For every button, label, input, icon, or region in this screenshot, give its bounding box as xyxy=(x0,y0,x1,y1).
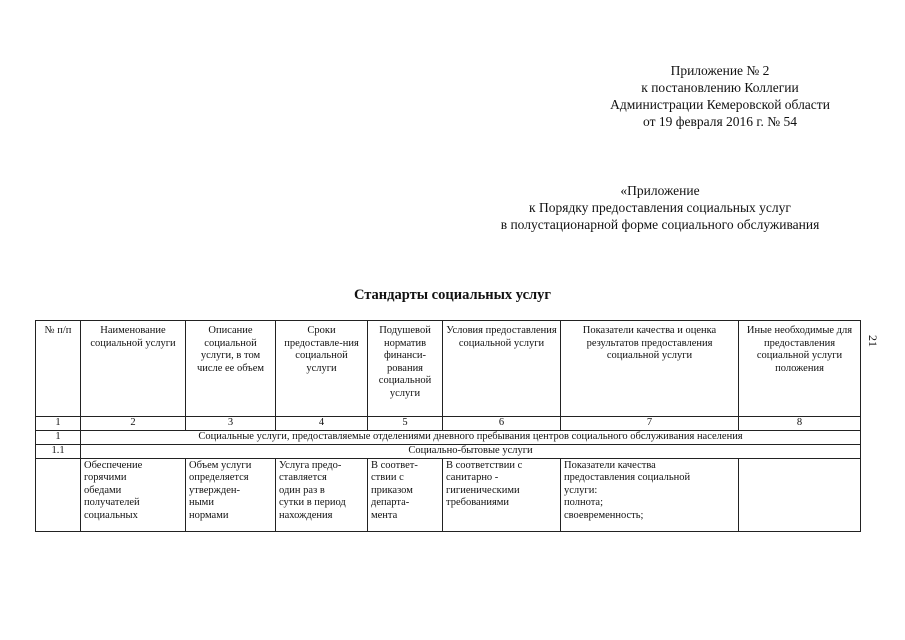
column-number-row xyxy=(36,417,861,431)
column-number: 5 xyxy=(368,417,443,431)
column-number: 2 xyxy=(81,417,186,431)
subsection-number: 1.1 xyxy=(36,444,81,458)
column-number: 4 xyxy=(276,417,368,431)
row-terms: Услуга предо- ставляется один раз в сутки в период нахождения xyxy=(276,458,368,531)
order-note-block xyxy=(460,182,860,233)
row-description: Объем услуги определяется утвержден- ными нормами xyxy=(186,458,276,531)
header-other: Иные необходимые для предоставления социальной услуги положения xyxy=(739,321,861,417)
column-number: 1 xyxy=(36,417,81,431)
section-title: Социальные услуги, предоставляемые отделениями дневного пребывания центров социального обслуживания населения xyxy=(81,430,861,444)
row-name: Обеспечение горячими обедами получателей социальных xyxy=(81,458,186,531)
column-number: 8 xyxy=(739,417,861,431)
appendix-line-4: от 19 февраля 2016 г. № 54 xyxy=(643,114,797,129)
header-norm: Подушевой норматив финанси-рования социальной услуги xyxy=(368,321,443,417)
page-number: 21 xyxy=(866,335,880,347)
table-header-row xyxy=(36,321,861,417)
header-description: Описание социальной услуги, в том числе ее объем xyxy=(186,321,276,417)
subsection-title: Социально-бытовые услуги xyxy=(81,444,861,458)
section-row xyxy=(36,430,861,444)
column-number: 7 xyxy=(561,417,739,431)
order-note-line-3: в полустационарной форме социального обслуживания xyxy=(500,217,820,232)
order-note-line-2: к Порядку предоставления социальных услуг xyxy=(529,200,791,215)
section-number: 1 xyxy=(36,430,81,444)
standards-table xyxy=(35,320,861,532)
header-num: № п/п xyxy=(36,321,81,417)
header-name: Наименование социальной услуги xyxy=(81,321,186,417)
column-number: 3 xyxy=(186,417,276,431)
row-norm: В соответ- ствии с приказом департа- мента xyxy=(368,458,443,531)
appendix-line-1: Приложение № 2 xyxy=(670,63,770,78)
header-terms: Сроки предоставле-ния социальной услуги xyxy=(276,321,368,417)
row-conditions: В соответствии с санитарно - гигиеническими требованиями xyxy=(443,458,561,531)
document-title: Стандарты социальных услуг xyxy=(353,287,552,303)
table-row xyxy=(36,458,861,531)
appendix-line-2: к постановлению Коллегии xyxy=(641,80,799,95)
order-note-line-1: «Приложение xyxy=(620,183,700,198)
row-quality: Показатели качества предоставления социальной услуги: полнота; своевременность; xyxy=(561,458,739,531)
subsection-row xyxy=(36,444,861,458)
row-num xyxy=(36,458,81,531)
appendix-line-3: Администрации Кемеровской области xyxy=(610,97,830,112)
header-conditions: Условия предоставления социальной услуги xyxy=(443,321,561,417)
header-quality: Показатели качества и оценка результатов предоставления социальной услуги xyxy=(561,321,739,417)
row-other xyxy=(739,458,861,531)
appendix-block xyxy=(590,62,850,130)
column-number: 6 xyxy=(443,417,561,431)
